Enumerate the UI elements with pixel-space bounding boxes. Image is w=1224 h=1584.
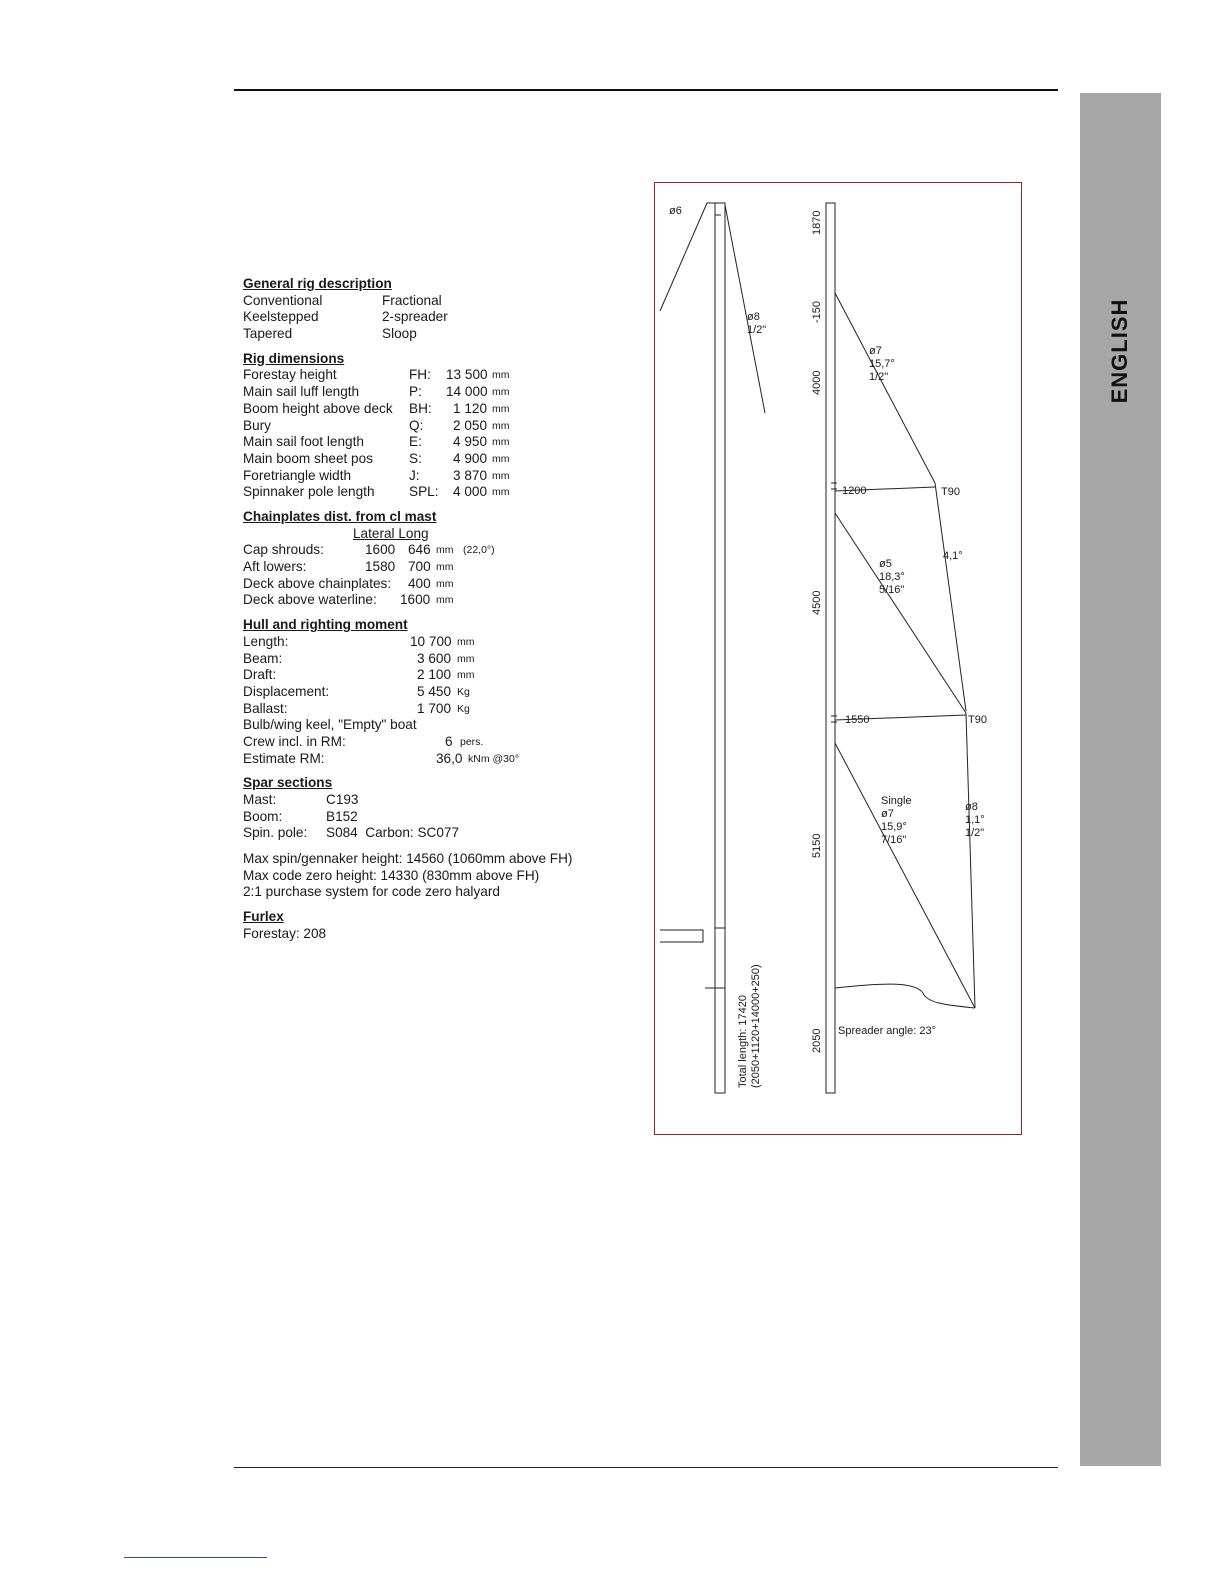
total-length-label: Total length: 17420 <box>737 995 749 1088</box>
rig-code: FH: <box>409 367 431 383</box>
general-cell: Conventional <box>243 292 323 308</box>
hull-row <box>243 701 623 718</box>
hull-value: 3 600 <box>417 650 452 666</box>
d3-line <box>835 743 975 1008</box>
chainplates-row <box>243 559 623 576</box>
hull-unit: mm <box>457 669 475 682</box>
upper-spreader-length: 1200 <box>842 485 867 497</box>
rig-value: 4 950 <box>453 434 488 450</box>
rig-name: Main sail luff length <box>243 384 360 400</box>
cap-shroud-line <box>966 713 975 1008</box>
rig-row <box>243 367 623 384</box>
spar-value: B152 <box>326 808 358 824</box>
rig-name: Main boom sheet pos <box>243 450 373 466</box>
chainplates-label: Deck above waterline: <box>243 592 377 608</box>
spar-name: Spin. pole: <box>243 825 308 841</box>
rig-value: 14 000 <box>446 384 488 400</box>
rig-name: Spinnaker pole length <box>243 484 375 500</box>
spar-row <box>243 825 623 842</box>
chainplates-value: 1600 <box>400 592 431 608</box>
d1-size: 1/2" <box>869 371 889 383</box>
rig-row <box>243 384 623 401</box>
rig-name: Bury <box>243 417 271 433</box>
hull-unit: Kg <box>457 685 470 698</box>
chainplates-unit: mm <box>436 561 454 574</box>
hull-row <box>243 634 623 651</box>
hull-name: Ballast: <box>243 700 288 716</box>
rig-specification <box>243 276 623 943</box>
chainplates-subheader: Lateral Long <box>353 525 429 541</box>
hull-value: 2 100 <box>417 667 452 683</box>
dim-label: 1870 <box>811 210 823 235</box>
rig-unit: mm <box>492 402 510 415</box>
hull-name: Length: <box>243 633 289 649</box>
spar-row <box>243 809 623 826</box>
general-cell: Sloop <box>382 326 417 342</box>
hull-name: Crew incl. in RM: <box>243 733 346 749</box>
chainplates-long: 646 <box>408 542 431 558</box>
general-row <box>243 326 623 343</box>
chainplates-subheader-row <box>243 526 623 543</box>
d3-dia: ø7 <box>881 808 894 820</box>
d2-line <box>835 513 966 713</box>
hull-value: 6 <box>445 733 453 749</box>
chainplates-value: 400 <box>408 575 431 591</box>
rig-row <box>243 434 623 451</box>
general-row <box>243 293 623 310</box>
rig-name: Main sail foot length <box>243 434 364 450</box>
rig-row <box>243 468 623 485</box>
spar-name: Mast: <box>243 792 277 808</box>
hull-value: 10 700 <box>410 633 452 649</box>
d2-angle: 18,3° <box>879 571 905 583</box>
general-row <box>243 309 623 326</box>
hull-name: Draft: <box>243 667 277 683</box>
rig-value: 3 870 <box>453 467 488 483</box>
forestay-wire-label: ø6 <box>669 205 682 217</box>
mast-profile <box>715 203 725 1093</box>
hull-title: Hull and righting moment <box>243 617 408 633</box>
rig-code: S: <box>409 450 422 466</box>
chainplates-label: Deck above chainplates: <box>243 575 392 591</box>
dim-label: 4000 <box>811 370 823 395</box>
general-cell: Keelstepped <box>243 309 319 325</box>
rig-unit: mm <box>492 486 510 499</box>
hull-name: Beam: <box>243 650 283 666</box>
rig-row <box>243 401 623 418</box>
rig-code: Q: <box>409 417 424 433</box>
note-line: Max code zero height: 14330 (830mm above FH) <box>243 867 540 883</box>
general-cell: 2-spreader <box>382 309 448 325</box>
cap-angle: 1,1° <box>965 814 985 826</box>
d1-dia: ø7 <box>869 345 882 357</box>
general-cell: Tapered <box>243 326 293 342</box>
spreader-angle-label: Spreader angle: 23° <box>838 1025 936 1037</box>
rig-code: J: <box>409 467 420 483</box>
general-cell: Fractional <box>382 292 442 308</box>
dim-label: -150 <box>811 300 823 323</box>
mast-front <box>826 203 835 1093</box>
spar-value: C193 <box>326 792 359 808</box>
rig-title: Rig dimensions <box>243 350 345 366</box>
rig-code: P: <box>409 384 422 400</box>
chainplates-label: Cap shrouds: <box>243 542 324 558</box>
chainplates-title: Chainplates dist. from cl mast <box>243 508 437 524</box>
note-line: 2:1 purchase system for code zero halyard <box>243 884 500 900</box>
d3-angle: 15,9° <box>881 821 907 833</box>
d2-dia: ø5 <box>879 558 892 570</box>
hull-unit: mm <box>457 652 475 665</box>
deck-profile <box>835 984 975 1008</box>
note-line: Max spin/gennaker height: 14560 (1060mm above FH) <box>243 851 573 867</box>
rig-unit: mm <box>492 452 510 465</box>
backstay-line <box>725 205 765 413</box>
lower-t-terminal: T90 <box>968 714 987 726</box>
rig-row <box>243 484 623 501</box>
v2-line <box>935 483 966 711</box>
chainplates-row <box>243 592 623 609</box>
footnote-line <box>124 1557 267 1558</box>
chainplates-unit: mm <box>436 544 454 557</box>
hull-row <box>243 651 623 668</box>
chainplates-row <box>243 576 623 593</box>
d1-line <box>835 293 935 483</box>
d1-angle: 15,7° <box>869 358 895 370</box>
chainplates-unit: mm <box>436 577 454 590</box>
hull-unit: mm <box>457 635 475 648</box>
upper-t-terminal: T90 <box>941 486 960 498</box>
chainplates-lateral: 1580 <box>365 559 396 575</box>
cap-size: 1/2" <box>965 827 985 839</box>
rig-value: 13 500 <box>446 367 488 383</box>
boom-stub <box>660 930 703 942</box>
spar-name: Boom: <box>243 808 283 824</box>
chainplates-unit: mm <box>436 594 454 607</box>
rig-drawing-svg <box>655 183 1021 1134</box>
language-tab-label: ENGLISH <box>1107 298 1132 404</box>
furlex-title: Furlex <box>243 909 284 925</box>
spar-row <box>243 792 623 809</box>
rig-unit: mm <box>492 436 510 449</box>
d3-type: Single <box>881 795 912 807</box>
hull-unit: Kg <box>457 702 470 715</box>
hull-row <box>243 751 623 768</box>
hull-name: Displacement: <box>243 683 330 699</box>
language-tab <box>1080 93 1161 1466</box>
spar-value: S084 Carbon: SC077 <box>326 825 460 841</box>
rig-value: 4 000 <box>453 484 488 500</box>
hull-keel-row <box>243 717 623 734</box>
lower-spreader-length: 1550 <box>845 714 870 726</box>
rig-code: SPL: <box>409 484 439 500</box>
hull-value: 5 450 <box>417 683 452 699</box>
dim-label: 4500 <box>811 590 823 615</box>
chainplates-label: Aft lowers: <box>243 559 307 575</box>
cap-dia: ø8 <box>965 801 978 813</box>
hull-unit: pers. <box>460 735 484 748</box>
hull-keel-note: Bulb/wing keel, "Empty" boat <box>243 717 417 733</box>
hull-row <box>243 734 623 751</box>
general-title: General rig description <box>243 276 392 291</box>
rig-code: E: <box>409 434 422 450</box>
backstay-size-label: 1/2" <box>747 324 767 336</box>
rig-row <box>243 451 623 468</box>
backstay-dia-label: ø8 <box>747 311 760 323</box>
chainplates-row <box>243 542 623 559</box>
hull-row <box>243 667 623 684</box>
total-length-breakdown: (2050+1120+14000+250) <box>750 964 762 1088</box>
rig-unit: mm <box>492 469 510 482</box>
footer-rule <box>234 1467 1058 1468</box>
furlex-text: Forestay: 208 <box>243 925 327 941</box>
hull-value: 36,0 <box>436 750 463 766</box>
rig-unit: mm <box>492 419 510 432</box>
chainplates-note: (22,0°) <box>463 544 495 557</box>
rig-code: BH: <box>409 400 432 416</box>
d3-size: 7/16" <box>881 834 907 846</box>
header-rule <box>234 89 1058 91</box>
dim-label: 2050 <box>811 1028 823 1053</box>
rig-row <box>243 418 623 435</box>
rig-drawing <box>654 182 1022 1135</box>
chainplates-long: 700 <box>408 559 431 575</box>
hull-name: Estimate RM: <box>243 750 325 766</box>
rig-unit: mm <box>492 386 510 399</box>
rig-unit: mm <box>492 369 510 382</box>
rig-name: Foretriangle width <box>243 467 352 483</box>
d2-size: 5/16" <box>879 584 905 596</box>
chainplates-lateral: 1600 <box>365 542 396 558</box>
spar-title: Spar sections <box>243 775 333 791</box>
v2-angle: 4,1° <box>943 550 963 562</box>
dim-label: 5150 <box>811 833 823 858</box>
hull-value: 1 700 <box>417 700 452 716</box>
forestay-line <box>660 203 707 311</box>
rig-value: 2 050 <box>453 417 488 433</box>
hull-row <box>243 684 623 701</box>
rig-value: 1 120 <box>453 400 488 416</box>
rig-name: Forestay height <box>243 367 337 383</box>
rig-value: 4 900 <box>453 450 488 466</box>
rig-name: Boom height above deck <box>243 400 393 416</box>
hull-unit: kNm @30° <box>468 752 520 765</box>
